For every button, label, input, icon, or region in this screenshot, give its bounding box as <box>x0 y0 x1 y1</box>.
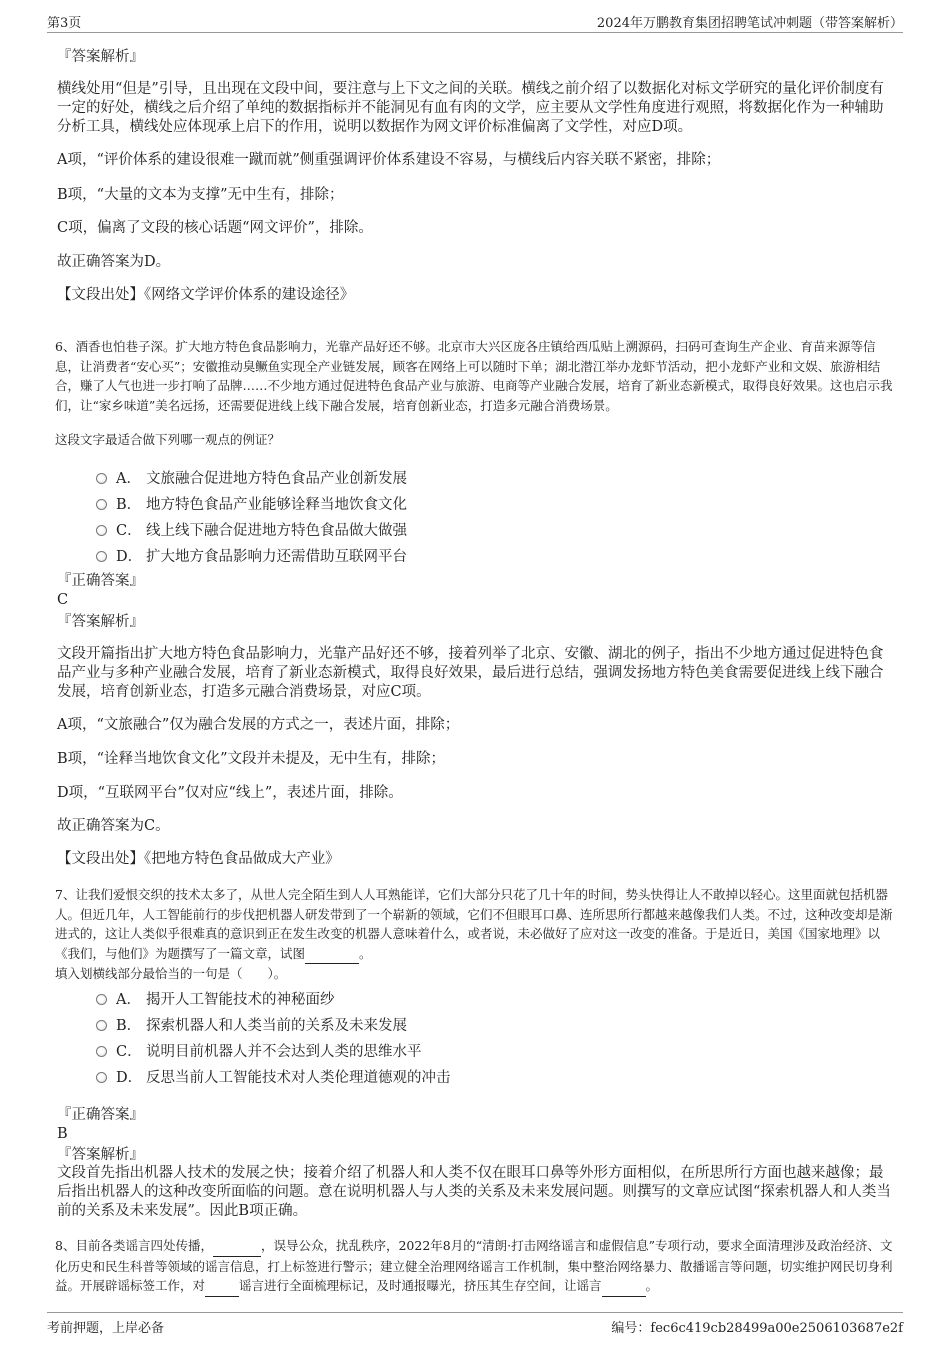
q7-option-b[interactable]: B． 探索机器人和人类当前的关系及未来发展 <box>96 1014 407 1036</box>
q7-option-d[interactable]: D． 反思当前人工智能技术对人类伦理道德观的冲击 <box>96 1066 451 1088</box>
question-6-prompt: 这段文字最适合做下列哪一观点的例证？ <box>55 432 281 447</box>
answer-label: 『正确答案』 <box>57 573 144 589</box>
q7-option-a[interactable]: A． 揭开人工智能技术的神秘面纱 <box>96 988 335 1010</box>
question-8-stem: 8、目前各类谣言四处传播， ，误导公众，扰乱秩序，2022年8月的“清朗·打击网络谣言和虚假信息”专项行动，要求全面清理涉及政治经济、文化历史和民生科普等领域的谣言信息，打上标签进行警示；建立健全治理网络谣言工作机制，集中整治网络暴力、散播谣言等问题，切实维护网民切身利益。开展辟谣标签工作，对 谣言进行全面梳理标记，及时通报曝光，挤压其生存空间，让谣言 。 <box>55 1236 895 1297</box>
option-b-analysis: B项，“大量的文本为支撑”无中生有，排除； <box>57 187 344 203</box>
blank-line <box>205 1276 239 1297</box>
question-7-prompt: 填入划横线部分最恰当的一句是（ ）。 <box>55 966 287 981</box>
radio-icon[interactable] <box>96 1046 107 1057</box>
document-title: 2024年万鹏教育集团招聘笔试冲刺题（带答案解析） <box>596 16 903 31</box>
analysis-text: 文段首先指出机器人技术的发展之快；接着介绍了机器人和人类不仅在眼耳口鼻等外形方面相似，在所思所行方面也越来越像；最后指出机器人的这种改变所面临的问题。意在说明机器人与人类的关系及未来发展问题。则撰写的文章应试图“探索机器人和人类当前的关系及未来发展”。因此B项正确。 <box>57 1165 891 1219</box>
page-header <box>47 12 903 33</box>
answer-value: C <box>57 592 69 608</box>
analysis-label: 『答案解析』 <box>57 614 144 630</box>
answer-value: B <box>57 1126 68 1142</box>
analysis-label: 『答案解析』 <box>57 1147 144 1163</box>
answer-label: 『正确答案』 <box>57 1107 144 1123</box>
option-c-analysis: C项，偏离了文段的核心话题“网文评价”，排除。 <box>57 220 373 236</box>
page-number: 第3页 <box>47 16 82 31</box>
analysis-text: 文段开篇指出扩大地方特色食品影响力，光靠产品好还不够，接着列举了北京、安徽、湖北的例子，指出不少地方通过促进特色食品产业与多种产业融合发展，培育了新业态新模式，取得良好效果，最后进行总结，强调发扬地方特色美食需要促进线上线下融合发展，培育创新业态，打造多元融合消费场景，对应C项。 <box>57 646 884 700</box>
option-a-analysis: A项，“文旅融合”仅为融合发展的方式之一，表述片面，排除； <box>57 717 460 733</box>
option-b-analysis: B项，“诠释当地饮食文化”文段并未提及，无中生有，排除； <box>57 751 445 767</box>
radio-icon[interactable] <box>96 994 107 1005</box>
q7-option-c[interactable]: C． 说明目前机器人并不会达到人类的思维水平 <box>96 1040 422 1062</box>
radio-icon[interactable] <box>96 499 107 510</box>
option-a-analysis: A项，“评价体系的建设很难一蹴而就”侧重强调评价体系建设不容易，与横线后内容关联不紧密，排除； <box>57 152 721 168</box>
radio-icon[interactable] <box>96 551 107 562</box>
radio-icon[interactable] <box>96 1072 107 1083</box>
conclusion: 故正确答案为D。 <box>57 254 171 270</box>
conclusion: 故正确答案为C。 <box>57 818 170 834</box>
page-footer <box>47 1312 903 1335</box>
question-6-stem: 6、酒香也怕巷子深。扩大地方特色食品影响力，光靠产品好还不够。北京市大兴区庞各庄镇给西瓜贴上溯源码，扫码可查询生产企业、育苗来源等信息，让消费者“安心买”；安徽推动臭鳜鱼实现全产业链发展，顾客在网络上可以随时下单；湖北潜江举办龙虾节活动，把小龙虾产业和文娱、旅游相结合，赚了人气也进一步打响了品牌……不少地方通过促进特色食品产业与旅游、电商等产业融合发展，培育了新业态新模式，取得良好效果。这也启示我们，让“家乡味道”美名远扬，还需要促进线上线下融合发展，培育创新业态，打造多元融合消费场景。 <box>55 339 893 413</box>
analysis-text: 横线处用“但是”引导，且出现在文段中间，要注意与上下文之间的关联。横线之前介绍了以数据化对标文学研究的量化评价制度有一定的好处，横线之后介绍了单纯的数据指标并不能洞见有血有肉的文学，应主要从文学性角度进行观照，将数据化作为一种辅助分析工具，横线处应体现承上启下的作用，说明以数据作为网文评价标准偏离了文学性，对应D项。 <box>57 81 884 135</box>
q6-option-b[interactable]: B． 地方特色食品产业能够诠释当地饮食文化 <box>96 493 407 515</box>
footer-slogan: 考前押题，上岸必备 <box>47 1321 165 1336</box>
question-7-stem: 7、让我们爱恨交织的技术太多了，从世人完全陌生到人人耳熟能详，它们大部分只花了几十年的时间，势头快得让人不敢掉以轻心。这里面就包括机器人。但近几年，人工智能前行的步伐把机器人研发带到了一个崭新的领域，它们不但眼耳口鼻、连所思所行都越来越像我们人类。不过，这种改变却是渐进式的，这让人类似乎很难真的意识到正在发生改变的机器人意味着什么，或者说，未必做好了应对这一改变的准备。于是近日，美国《国家地理》以《我们，与他们》为题撰写了一篇文章，试图 。 填入划横线部分最恰当的一句是（ ）。 <box>55 887 893 981</box>
source: 【文段出处】《把地方特色食品做成大产业》 <box>57 851 340 867</box>
radio-icon[interactable] <box>96 473 107 484</box>
radio-icon[interactable] <box>96 525 107 536</box>
source: 【文段出处】《网络文学评价体系的建设途径》 <box>57 287 355 303</box>
analysis-label: 『答案解析』 <box>57 49 144 65</box>
blank-line <box>602 1276 646 1297</box>
q6-option-c[interactable]: C． 线上线下融合促进地方特色食品做大做强 <box>96 519 407 541</box>
document-id: 编号：fec6c419cb28499a00e2506103687e2f <box>611 1321 903 1336</box>
option-d-analysis: D项，“互联网平台”仅对应“线上”，表述片面，排除。 <box>57 785 403 801</box>
blank-line <box>213 1236 261 1257</box>
radio-icon[interactable] <box>96 1020 107 1031</box>
q6-option-a[interactable]: A． 文旅融合促进地方特色食品产业创新发展 <box>96 467 407 489</box>
q6-option-d[interactable]: D． 扩大地方食品影响力还需借助互联网平台 <box>96 545 407 567</box>
blank-line <box>305 944 359 965</box>
